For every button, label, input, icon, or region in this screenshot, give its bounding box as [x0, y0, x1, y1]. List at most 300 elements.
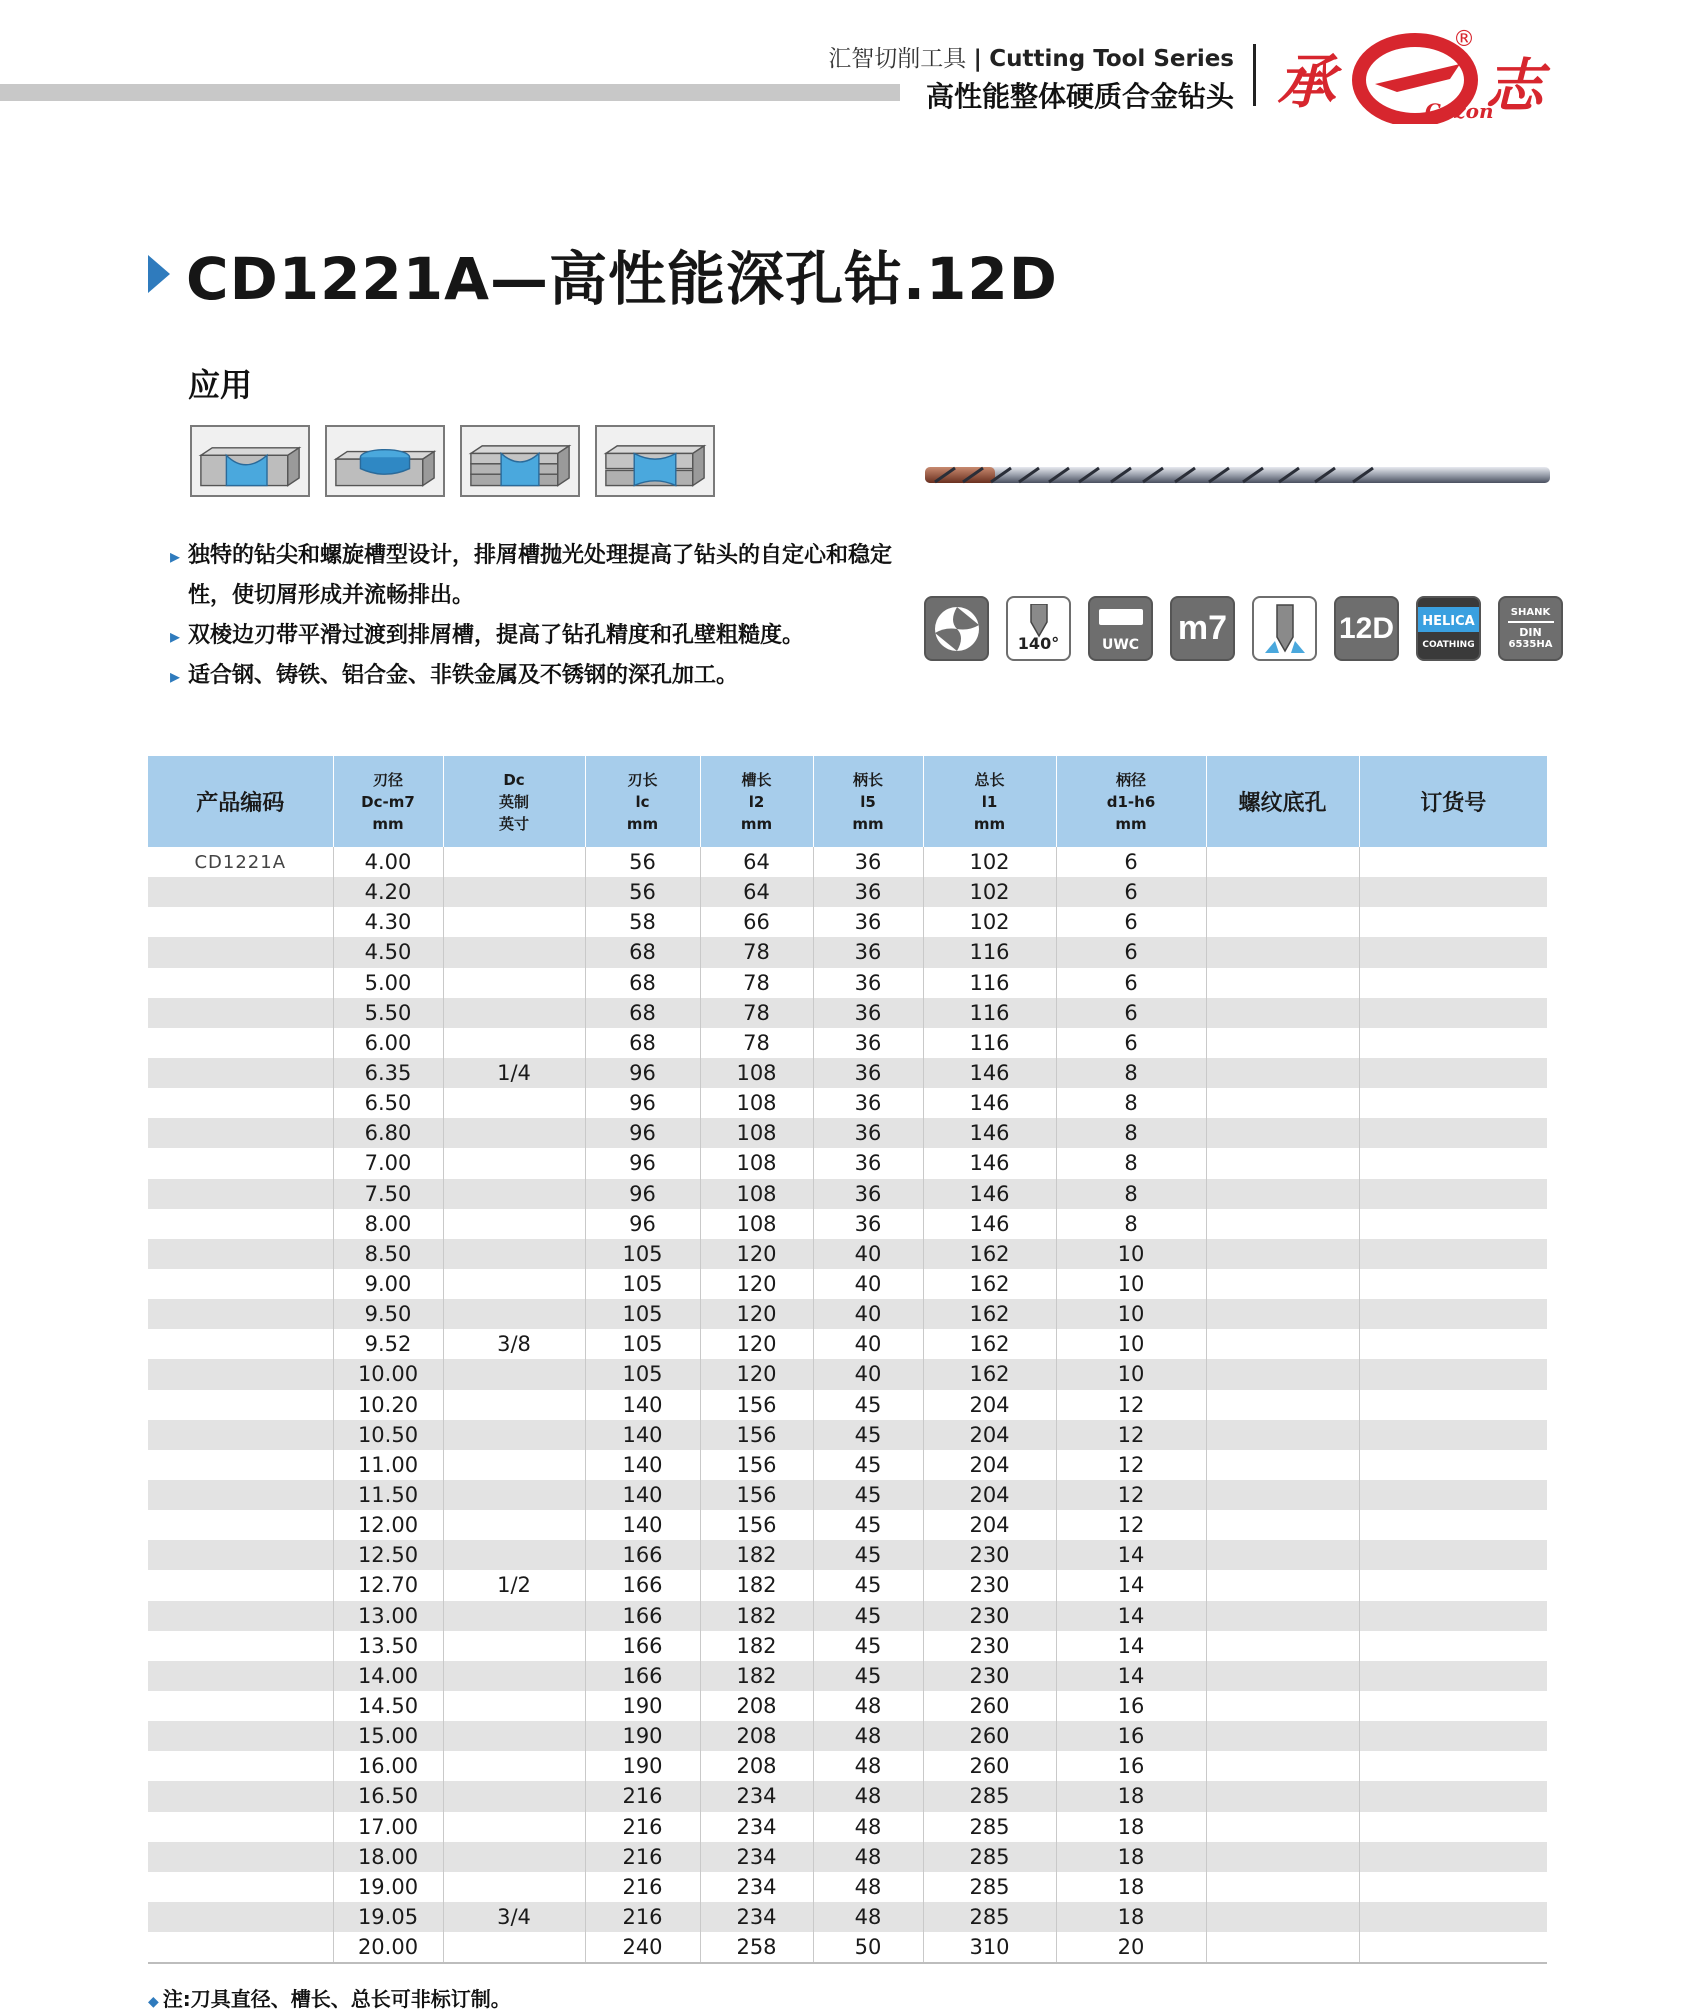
table-cell: 18 — [1056, 1872, 1206, 1902]
table-cell — [148, 1510, 333, 1540]
table-cell — [443, 1269, 585, 1299]
table-cell: 16.50 — [333, 1781, 443, 1811]
table-cell — [148, 1781, 333, 1811]
series-separator: | — [973, 46, 982, 72]
table-cell — [1206, 1932, 1359, 1962]
table-cell: 78 — [700, 968, 813, 998]
table-cell: 56 — [585, 877, 700, 907]
table-body — [148, 847, 1547, 1962]
table-cell: 190 — [585, 1691, 700, 1721]
table-cell: 230 — [923, 1601, 1056, 1631]
table-cell — [1206, 1269, 1359, 1299]
table-cell: 4.50 — [333, 937, 443, 967]
table-cell — [1359, 1661, 1547, 1691]
table-cell — [1359, 1299, 1547, 1329]
table-cell: 19.00 — [333, 1872, 443, 1902]
table-row — [148, 877, 1547, 907]
table-cell: 120 — [700, 1359, 813, 1389]
column-header-line: Dc — [503, 770, 525, 789]
table-cell: 96 — [585, 1179, 700, 1209]
table-cell: 140 — [585, 1390, 700, 1420]
stacked-plate-icon — [460, 425, 580, 497]
table-cell — [1206, 1661, 1359, 1691]
helica-band — [1418, 607, 1479, 632]
table-cell: 1/2 — [443, 1570, 585, 1600]
table-cell — [1206, 1570, 1359, 1600]
table-cell: 16 — [1056, 1691, 1206, 1721]
table-row — [148, 1751, 1547, 1781]
table-cell: 3/8 — [443, 1329, 585, 1359]
table-cell — [1206, 1088, 1359, 1118]
table-cell: 45 — [813, 1390, 923, 1420]
uwc-label: UWC — [1101, 637, 1140, 653]
table-cell: 50 — [813, 1932, 923, 1962]
column-header — [700, 756, 813, 847]
column-header-line: 柄径 — [1115, 770, 1146, 789]
table-cell: 208 — [700, 1691, 813, 1721]
table-cell — [1359, 1420, 1547, 1450]
table-cell — [443, 1932, 585, 1962]
table-cell: 45 — [813, 1661, 923, 1691]
table-cell: 17.00 — [333, 1812, 443, 1842]
table-cell: 6.00 — [333, 1028, 443, 1058]
table-cell: 36 — [813, 937, 923, 967]
table-cell — [1359, 1751, 1547, 1781]
table-cell: 12.00 — [333, 1510, 443, 1540]
diamond-bullet-icon: ◆ — [148, 1994, 159, 2010]
table-cell: 204 — [923, 1480, 1056, 1510]
depth-label: 12D — [1338, 611, 1395, 645]
spec-table-wrap — [148, 756, 1547, 1962]
table-cell: 166 — [585, 1601, 700, 1631]
column-header — [813, 756, 923, 847]
column-header-line: 产品编码 — [196, 791, 285, 816]
table-cell — [1206, 1359, 1359, 1389]
table-cell: 4.20 — [333, 877, 443, 907]
table-cell — [1359, 1179, 1547, 1209]
table-cell: 8.50 — [333, 1239, 443, 1269]
table-cell: 36 — [813, 1179, 923, 1209]
table-cell: 162 — [923, 1329, 1056, 1359]
table-cell: 13.00 — [333, 1601, 443, 1631]
table-cell: 36 — [813, 1209, 923, 1239]
table-cell: 156 — [700, 1510, 813, 1540]
din-label: DIN — [1519, 626, 1542, 639]
table-cell — [148, 1601, 333, 1631]
table-cell — [148, 1570, 333, 1600]
table-cell: 182 — [700, 1601, 813, 1631]
column-header — [333, 756, 443, 847]
table-cell — [148, 1812, 333, 1842]
table-cell — [1359, 877, 1547, 907]
table-cell: 216 — [585, 1872, 700, 1902]
table-cell — [1359, 1510, 1547, 1540]
table-cell — [148, 1661, 333, 1691]
table-cell — [148, 1148, 333, 1178]
column-header-line: l5 — [860, 792, 876, 811]
table-cell: 36 — [813, 1118, 923, 1148]
table-cell: 230 — [923, 1631, 1056, 1661]
table-cell: 14 — [1056, 1631, 1206, 1661]
table-cell: 10 — [1056, 1329, 1206, 1359]
series-cn: 汇智切削工具 — [828, 46, 967, 72]
table-row — [148, 1540, 1547, 1570]
table-cell: 108 — [700, 1148, 813, 1178]
pocket-drilling-icon — [325, 425, 445, 497]
table-cell — [148, 1691, 333, 1721]
table-header-row — [148, 756, 1547, 847]
table-row — [148, 1420, 1547, 1450]
table-cell: 13.50 — [333, 1631, 443, 1661]
table-cell: 140 — [585, 1420, 700, 1450]
table-cell — [148, 1359, 333, 1389]
table-cell: 234 — [700, 1842, 813, 1872]
table-cell: 48 — [813, 1781, 923, 1811]
column-header — [1056, 756, 1206, 847]
feature-item: ▸ 适合钢、铸铁、铝合金、非铁金属及不锈钢的深孔加工。 — [172, 656, 892, 696]
table-cell — [1359, 1631, 1547, 1661]
title-arrow-icon — [148, 255, 170, 293]
table-cell: 6.50 — [333, 1088, 443, 1118]
table-cell: 230 — [923, 1540, 1056, 1570]
table-cell: 96 — [585, 1118, 700, 1148]
table-row — [148, 1510, 1547, 1540]
table-cell: 102 — [923, 847, 1056, 877]
table-cell: 208 — [700, 1721, 813, 1751]
column-header-line: 螺纹底孔 — [1238, 791, 1327, 816]
table-cell: 120 — [700, 1299, 813, 1329]
table-cell: 162 — [923, 1239, 1056, 1269]
table-cell: 182 — [700, 1540, 813, 1570]
table-cell: 96 — [585, 1148, 700, 1178]
table-cell: 18 — [1056, 1781, 1206, 1811]
table-row — [148, 1088, 1547, 1118]
helica-coating-icon — [1416, 596, 1481, 661]
header-subtitle: 高性能整体硬质合金钻头 — [925, 80, 1234, 113]
table-cell — [1359, 1601, 1547, 1631]
table-cell: 36 — [813, 1088, 923, 1118]
brand-en: Cozon — [1425, 99, 1494, 123]
table-cell — [148, 1721, 333, 1751]
table-cell — [443, 1721, 585, 1751]
table-row — [148, 1118, 1547, 1148]
table-cell — [148, 1028, 333, 1058]
series-en: Cutting Tool Series — [989, 46, 1234, 72]
table-cell: 20 — [1056, 1932, 1206, 1962]
table-row — [148, 847, 1547, 877]
table-cell: 105 — [585, 1329, 700, 1359]
table-cell — [148, 1540, 333, 1570]
table-cell — [443, 907, 585, 937]
table-cell: 16.00 — [333, 1751, 443, 1781]
table-row — [148, 1570, 1547, 1600]
table-cell: 108 — [700, 1088, 813, 1118]
uwc-bar — [1099, 609, 1143, 625]
table-cell — [148, 1631, 333, 1661]
column-header-line: mm — [973, 814, 1006, 833]
table-cell: 16 — [1056, 1721, 1206, 1751]
feature-badges — [924, 596, 1563, 661]
table-cell — [1359, 1570, 1547, 1600]
table-cell: 310 — [923, 1932, 1056, 1962]
table-cell: 204 — [923, 1420, 1056, 1450]
tolerance-m7-icon — [1170, 596, 1235, 661]
table-cell — [148, 1058, 333, 1088]
table-cell: 9.52 — [333, 1329, 443, 1359]
table-cell — [1206, 998, 1359, 1028]
table-cell: 285 — [923, 1781, 1056, 1811]
table-cell — [1359, 1390, 1547, 1420]
table-cell: 96 — [585, 1058, 700, 1088]
table-cell: 36 — [813, 1058, 923, 1088]
table-cell: 208 — [700, 1751, 813, 1781]
table-row — [148, 1842, 1547, 1872]
table-cell: 48 — [813, 1691, 923, 1721]
shoulder-milling-icon — [190, 425, 310, 497]
table-cell: 116 — [923, 937, 1056, 967]
din-number: 6535HA — [1508, 639, 1553, 650]
table-row — [148, 1028, 1547, 1058]
table-cell: 8 — [1056, 1148, 1206, 1178]
column-header-line: l2 — [748, 792, 765, 811]
table-row — [148, 1902, 1547, 1932]
through-hole-icon — [595, 425, 715, 497]
table-cell: 140 — [585, 1480, 700, 1510]
table-cell — [443, 1781, 585, 1811]
table-cell: 8 — [1056, 1118, 1206, 1148]
application-images — [190, 425, 715, 497]
table-cell — [443, 1601, 585, 1631]
table-cell: 5.00 — [333, 968, 443, 998]
table-cell: 8 — [1056, 1058, 1206, 1088]
table-cell: 48 — [813, 1872, 923, 1902]
column-header-line: mm — [1115, 814, 1147, 833]
table-cell — [443, 1088, 585, 1118]
depth-12d-icon — [1334, 596, 1399, 661]
table-cell: 240 — [585, 1932, 700, 1962]
table-cell: 48 — [813, 1842, 923, 1872]
table-cell — [148, 907, 333, 937]
table-cell: 216 — [585, 1781, 700, 1811]
table-cell — [148, 1088, 333, 1118]
table-cell — [148, 1118, 333, 1148]
table-cell — [443, 1179, 585, 1209]
table-cell: 12 — [1056, 1480, 1206, 1510]
table-cell: 4.30 — [333, 907, 443, 937]
table-cell: 45 — [813, 1570, 923, 1600]
table-cell: 116 — [923, 998, 1056, 1028]
table-cell — [148, 1480, 333, 1510]
table-cell — [1206, 1209, 1359, 1239]
table-cell: 10.00 — [333, 1359, 443, 1389]
table-row — [148, 1269, 1547, 1299]
table-cell — [443, 847, 585, 877]
column-header — [923, 756, 1056, 847]
table-row — [148, 1812, 1547, 1842]
table-cell — [443, 937, 585, 967]
brand-swoosh — [1375, 64, 1460, 92]
table-cell — [1359, 1842, 1547, 1872]
table-cell: 182 — [700, 1631, 813, 1661]
table-cell: 146 — [923, 1179, 1056, 1209]
table-cell: 120 — [700, 1329, 813, 1359]
table-cell: 68 — [585, 937, 700, 967]
table-cell — [443, 1480, 585, 1510]
table-cell: 7.50 — [333, 1179, 443, 1209]
table-cell: 162 — [923, 1359, 1056, 1389]
spec-table — [148, 756, 1547, 1962]
table-cell: 18.00 — [333, 1842, 443, 1872]
table-cell: 260 — [923, 1751, 1056, 1781]
table-cell — [148, 968, 333, 998]
table-cell: 12 — [1056, 1510, 1206, 1540]
table-cell — [1359, 1329, 1547, 1359]
table-cell: 40 — [813, 1359, 923, 1389]
table-cell — [443, 1239, 585, 1269]
table-cell: 8 — [1056, 1209, 1206, 1239]
table-cell: 15.00 — [333, 1721, 443, 1751]
table-cell: 156 — [700, 1450, 813, 1480]
table-cell: 166 — [585, 1661, 700, 1691]
table-cell: 5.50 — [333, 998, 443, 1028]
table-cell: 204 — [923, 1450, 1056, 1480]
table-cell — [443, 877, 585, 907]
table-cell — [1206, 1148, 1359, 1178]
table-cell: 11.50 — [333, 1480, 443, 1510]
table-cell — [1359, 1450, 1547, 1480]
table-cell: 156 — [700, 1480, 813, 1510]
table-cell: 146 — [923, 1209, 1056, 1239]
table-cell: 105 — [585, 1359, 700, 1389]
table-cell: 166 — [585, 1570, 700, 1600]
table-cell — [1206, 907, 1359, 937]
table-cell — [148, 998, 333, 1028]
table-cell: 12.50 — [333, 1540, 443, 1570]
column-header-line: 订货号 — [1420, 791, 1487, 816]
column-header-line: mm — [852, 814, 884, 833]
table-cell: 105 — [585, 1299, 700, 1329]
table-cell — [443, 1148, 585, 1178]
table-cell: 11.00 — [333, 1450, 443, 1480]
table-cell: 166 — [585, 1540, 700, 1570]
series-label — [828, 40, 1234, 73]
table-cell: 146 — [923, 1088, 1056, 1118]
table-cell — [1206, 1480, 1359, 1510]
table-cell: 36 — [813, 968, 923, 998]
table-cell: 230 — [923, 1570, 1056, 1600]
table-cell: 146 — [923, 1148, 1056, 1178]
table-row — [148, 1691, 1547, 1721]
column-header-line: l1 — [981, 792, 998, 811]
point-angle-icon — [1006, 596, 1071, 661]
table-cell: 36 — [813, 877, 923, 907]
table-cell — [1359, 1540, 1547, 1570]
table-cell — [1206, 1812, 1359, 1842]
table-cell — [148, 1450, 333, 1480]
table-cell: 216 — [585, 1842, 700, 1872]
column-header-line: Dc-m7 — [361, 792, 415, 811]
table-cell: 8.00 — [333, 1209, 443, 1239]
table-cell — [1206, 877, 1359, 907]
table-cell: 204 — [923, 1390, 1056, 1420]
table-cell: 102 — [923, 907, 1056, 937]
table-cell: 260 — [923, 1721, 1056, 1751]
table-cell — [148, 1932, 333, 1962]
table-cell: 285 — [923, 1872, 1056, 1902]
column-header-line: mm — [372, 814, 404, 833]
feature-item: ▸ 独特的钻尖和螺旋槽型设计，排屑槽抛光处理提高了钻头的自定心和稳定性，使切屑形成并流畅排出。 — [172, 536, 892, 616]
column-header-line: mm — [626, 814, 659, 833]
table-cell — [148, 1209, 333, 1239]
table-cell: 45 — [813, 1480, 923, 1510]
table-cell — [148, 1269, 333, 1299]
column-header — [1206, 756, 1359, 847]
table-cell — [1206, 1631, 1359, 1661]
table-cell: 12 — [1056, 1420, 1206, 1450]
table-cell: 40 — [813, 1329, 923, 1359]
table-cell: 258 — [700, 1932, 813, 1962]
table-cell — [1359, 1209, 1547, 1239]
table-cell: 48 — [813, 1721, 923, 1751]
table-cell — [1359, 998, 1547, 1028]
table-row — [148, 1631, 1547, 1661]
uwc-carbide-icon — [1088, 596, 1153, 661]
table-cell: 45 — [813, 1510, 923, 1540]
table-cell: 36 — [813, 907, 923, 937]
flute-cross-section-icon — [924, 596, 989, 661]
table-cell — [1359, 1058, 1547, 1088]
table-cell: 10 — [1056, 1239, 1206, 1269]
table-cell — [1206, 1601, 1359, 1631]
table-cell: 64 — [700, 877, 813, 907]
table-row — [148, 1148, 1547, 1178]
table-cell — [443, 1118, 585, 1148]
table-cell — [443, 1631, 585, 1661]
table-cell: 6.35 — [333, 1058, 443, 1088]
table-cell: 6 — [1056, 907, 1206, 937]
table-cell: 4.00 — [333, 847, 443, 877]
table-cell: 285 — [923, 1902, 1056, 1932]
table-cell: 10 — [1056, 1299, 1206, 1329]
table-cell: 10 — [1056, 1359, 1206, 1389]
table-cell: 10.20 — [333, 1390, 443, 1420]
table-cell: 58 — [585, 907, 700, 937]
table-cell: CD1221A — [148, 847, 333, 877]
table-cell: 16 — [1056, 1751, 1206, 1781]
column-header-line: 总长 — [974, 770, 1005, 789]
table-cell: 234 — [700, 1812, 813, 1842]
table-row — [148, 1359, 1547, 1389]
table-cell: 7.00 — [333, 1148, 443, 1178]
shank-din-icon — [1498, 596, 1563, 661]
table-cell: 260 — [923, 1691, 1056, 1721]
table-cell: 45 — [813, 1420, 923, 1450]
table-cell — [1206, 1028, 1359, 1058]
table-cell: 18 — [1056, 1812, 1206, 1842]
table-cell: 156 — [700, 1420, 813, 1450]
table-cell — [1359, 1902, 1547, 1932]
table-cell: 190 — [585, 1721, 700, 1751]
table-cell — [148, 1872, 333, 1902]
table-cell: 204 — [923, 1510, 1056, 1540]
table-cell: 40 — [813, 1269, 923, 1299]
table-cell: 8 — [1056, 1179, 1206, 1209]
table-cell — [148, 1420, 333, 1450]
table-cell — [1206, 1450, 1359, 1480]
table-cell: 230 — [923, 1661, 1056, 1691]
table-cell: 6 — [1056, 937, 1206, 967]
shank-label: SHANK — [1510, 607, 1551, 618]
